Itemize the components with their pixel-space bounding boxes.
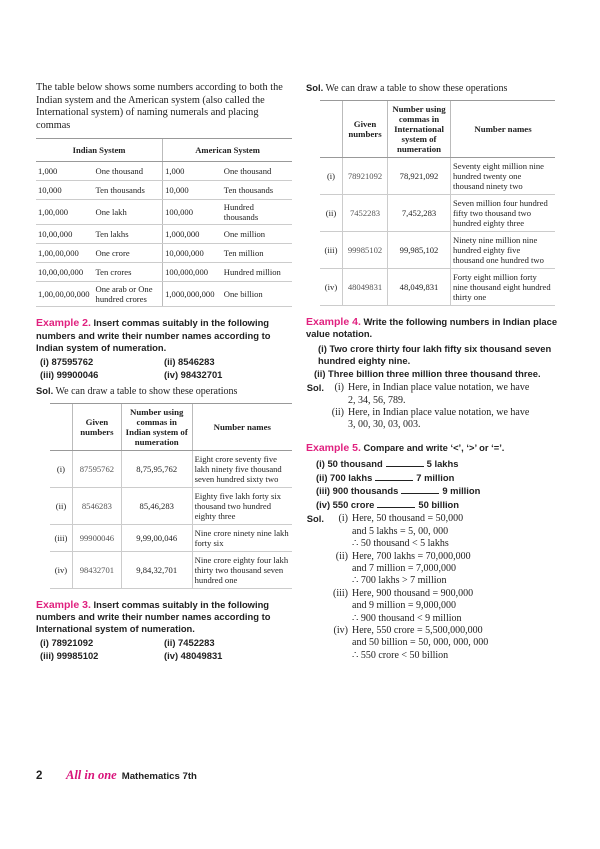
table-row (50, 551, 292, 588)
systems-cell: 10,000,000 (163, 244, 222, 263)
indent-spacer (306, 563, 328, 575)
step-text: and 7 million = 7,000,000 (352, 563, 456, 575)
left-column (36, 82, 292, 662)
step-number: (i) (338, 513, 348, 525)
indent-spacer (306, 588, 328, 600)
step-number: (i) (334, 382, 344, 394)
systems-row (36, 200, 292, 225)
systems-cell: 1,000,000,000 (163, 282, 222, 307)
step-text: Here, in Indian place value notation, we have (348, 407, 530, 418)
option-item: (iv) 98432701 (164, 368, 223, 380)
solution-line (306, 538, 568, 550)
compare-item (306, 484, 568, 498)
number-names-header: Number names (451, 100, 556, 157)
step-text: 3, 00, 30, 03, 003. (348, 419, 421, 431)
table-cell: 98432701 (72, 551, 121, 588)
systems-row (36, 181, 292, 200)
example-4-tag: Example 4. (306, 315, 361, 328)
example-5-items (306, 457, 568, 511)
systems-cell: 10,000 (163, 181, 222, 200)
blank-header (320, 100, 343, 157)
compare-left: (i) 50 thousand (316, 458, 383, 470)
example-4-items (306, 343, 568, 381)
step-text: and 5 lakhs = 5, 00, 000 (352, 525, 449, 537)
table-cell: 48,049,831 (388, 268, 451, 305)
solution-line (306, 526, 568, 538)
table-cell: Seven million four hundred fifty two thousand two hundred eighty three (451, 194, 556, 231)
option-item: (i) 78921092 (40, 637, 94, 649)
systems-cell: Ten lakhs (94, 225, 163, 244)
series-logo: All in one (66, 768, 117, 782)
sol-label: Sol. (306, 382, 324, 394)
example-2-prompt (36, 317, 292, 353)
option-row (36, 637, 292, 650)
compare-item (306, 498, 568, 512)
example-4-item: (i) Two crore thirty four lakh fifty six thousand seven hundred eighty nine. (318, 342, 552, 367)
indent-spacer (306, 613, 328, 625)
number-systems-table (36, 138, 292, 307)
step-number: (iii) (333, 587, 348, 599)
systems-cell: One billion (222, 282, 292, 307)
indian-system-header: Indian System (36, 139, 163, 162)
systems-cell: 10,00,00,000 (36, 263, 94, 282)
table-cell: 48049831 (343, 268, 388, 305)
systems-cell: One lakh (94, 200, 163, 225)
systems-cell: One crore (94, 244, 163, 263)
example-5-tag: Example 5. (306, 441, 361, 454)
table-cell: 7452283 (343, 194, 388, 231)
step-number (328, 650, 352, 662)
table-cell: (ii) (50, 487, 72, 524)
systems-cell: Hundred million (222, 263, 292, 282)
given-numbers-header: Given numbers (72, 403, 121, 450)
example-3-table (320, 100, 555, 306)
solution-line (306, 551, 568, 563)
table-cell: (ii) (320, 194, 343, 231)
step-text: 2, 34, 56, 789. (348, 394, 406, 406)
compare-right: 5 lakhs (426, 458, 459, 470)
sol-label: Sol. (306, 82, 324, 93)
table-row (320, 194, 555, 231)
indent-spacer (306, 538, 328, 550)
table-cell: (i) (320, 157, 343, 194)
solution-line (306, 637, 568, 649)
step-number (328, 613, 352, 625)
answer-blank (401, 484, 439, 494)
solution-line (306, 650, 568, 662)
commas-header: Number using commas in International system of numeration (388, 100, 451, 157)
table-row (320, 231, 555, 268)
systems-cell: One thousand (94, 162, 163, 181)
solution-line (306, 613, 568, 625)
solution-line (306, 600, 568, 612)
systems-cell: Ten thousands (94, 181, 163, 200)
step-number (328, 395, 348, 407)
compare-left: (ii) 700 lakhs (316, 471, 373, 483)
step-text: ∴ 550 crore < 50 billion (352, 649, 449, 661)
solution-line (306, 625, 568, 637)
systems-cell: 100,000 (163, 200, 222, 225)
step-text: Here, 50 thousand = 50,000 (352, 513, 464, 525)
step-number: (iv) (333, 625, 348, 637)
example-4-prompt (306, 316, 568, 340)
solution-line (306, 588, 568, 600)
option-item: (iii) 99900046 (40, 368, 99, 380)
example-3-text: Insert commas suitably in the following numbers and write their number names according to International system of numeration. (36, 598, 271, 634)
systems-cell: 100,000,000 (163, 263, 222, 282)
example-5-prompt (306, 442, 568, 455)
table-cell: 99985102 (343, 231, 388, 268)
table-row (320, 268, 555, 305)
step-number: (ii) (331, 407, 344, 418)
option-row (36, 650, 292, 663)
example-2-tag: Example 2. (36, 317, 91, 330)
solution-line (306, 382, 568, 394)
compare-item (306, 471, 568, 485)
step-number (328, 575, 352, 587)
answer-blank (377, 498, 415, 508)
example-2-solution-intro (36, 385, 292, 399)
indent-spacer (306, 419, 328, 431)
number-names-header: Number names (192, 403, 292, 450)
american-system-header: American System (163, 139, 292, 162)
page-footer (36, 768, 197, 783)
table-cell: 7,452,283 (388, 194, 451, 231)
solution-line (306, 419, 568, 431)
option-item: (ii) 8546283 (164, 356, 215, 368)
systems-cell: 1,000 (163, 162, 222, 181)
example-2-options (36, 356, 292, 381)
solution-line (306, 563, 568, 575)
solution-line (306, 407, 568, 419)
compare-left: (iii) 900 thousands (316, 485, 399, 497)
step-number (328, 526, 352, 538)
indent-spacer (306, 551, 328, 563)
table-cell: 8,75,95,762 (121, 450, 192, 487)
table-cell: Eight crore seventy five lakh ninety five thousand seven hundred sixty two (192, 450, 292, 487)
table-cell: Nine crore ninety nine lakh forty six (192, 524, 292, 551)
step-text: Here, 900 thousand = 900,000 (352, 587, 474, 599)
compare-right: 7 million (416, 471, 455, 483)
option-item: (iv) 48049831 (164, 649, 223, 661)
step-number (328, 600, 352, 612)
compare-right: 50 billion (418, 498, 460, 510)
sol-text: We can draw a table to show these operations (325, 83, 508, 94)
intro-paragraph: The table below shows some numbers according to both the Indian system and the American system (also called the International system) of naming numerals and placing commas (36, 82, 283, 131)
systems-cell: 1,00,00,00,000 (36, 282, 94, 307)
table-cell: Forty eight million forty nine thousand eight hundred thirty one (451, 268, 556, 305)
step-text: ∴ 50 thousand < 5 lakhs (352, 538, 449, 550)
table-cell: 9,84,32,701 (121, 551, 192, 588)
step-number: (ii) (335, 550, 348, 562)
indent-spacer (306, 526, 328, 538)
table-cell: (iii) (320, 231, 343, 268)
step-text: and 50 billion = 50, 000, 000, 000 (352, 637, 489, 649)
answer-blank (375, 471, 413, 481)
table-cell: Eighty five lakh forty six thousand two hundred eighty three (192, 487, 292, 524)
example-4-text: Write the following numbers in Indian place value notation. (306, 315, 558, 340)
systems-cell: 1,000,000 (163, 225, 222, 244)
right-column (306, 82, 568, 662)
commas-header: Number using commas in Indian system of numeration (121, 403, 192, 450)
table-cell: (i) (50, 450, 72, 487)
systems-cell: 1,00,000 (36, 200, 94, 225)
step-number (328, 538, 352, 550)
example-3-solution-intro (306, 82, 568, 96)
systems-cell: One thousand (222, 162, 292, 181)
systems-cell: Ten million (222, 244, 292, 263)
sol-label: Sol. (36, 385, 54, 397)
indent-spacer (306, 407, 328, 419)
systems-row (36, 162, 292, 181)
compare-right: 9 million (442, 485, 481, 497)
systems-cell: One million (222, 225, 292, 244)
step-text: Here, in Indian place value notation, we have (348, 382, 530, 394)
table-cell: Seventy eight million nine hundred twenty one thousand ninety two (451, 157, 556, 194)
example-3-prompt (36, 599, 292, 635)
step-number (328, 637, 352, 649)
systems-cell: Hundred thousands (222, 200, 292, 225)
table-row (320, 157, 555, 194)
systems-cell: Ten thousands (222, 181, 292, 200)
indent-spacer (306, 625, 328, 637)
table-cell: 99,985,102 (388, 231, 451, 268)
example-3-tag: Example 3. (36, 598, 91, 611)
solution-line (306, 513, 568, 525)
example-2-text: Insert commas suitably in the following numbers and write their number names according to Indian system of numeration. (36, 317, 271, 353)
page-number: 2 (36, 770, 43, 782)
example-2-table (50, 403, 292, 589)
blank-header (50, 403, 72, 450)
book-title: Mathematics 7th (121, 771, 197, 782)
systems-row (36, 263, 292, 282)
systems-row (36, 244, 292, 263)
answer-blank (386, 457, 424, 467)
systems-cell: One arab or One hundred crores (94, 282, 163, 307)
solution-line (306, 575, 568, 587)
solution-line (306, 395, 568, 407)
indent-spacer (306, 600, 328, 612)
step-text: ∴ 900 thousand < 9 million (352, 612, 462, 624)
example-5-solution (306, 513, 568, 662)
table-row (50, 487, 292, 524)
table-cell: 87595762 (72, 450, 121, 487)
systems-cell: 1,00,00,000 (36, 244, 94, 263)
table-cell: Nine crore eighty four lakh thirty two thousand seven hundred one (192, 551, 292, 588)
systems-cell: 1,000 (36, 162, 94, 181)
table-cell: 78,921,092 (388, 157, 451, 194)
table-row (50, 524, 292, 551)
step-text: and 9 million = 9,000,000 (352, 600, 456, 612)
table-cell: Ninety nine million nine hundred eighty five thousand one hundred two (451, 231, 556, 268)
table-cell: (iv) (320, 268, 343, 305)
indent-spacer (306, 637, 328, 649)
table-cell: 8546283 (72, 487, 121, 524)
example-4-item: (ii) Three billion three million three thousand three. (314, 367, 541, 379)
systems-row (36, 225, 292, 244)
systems-cell: Ten crores (94, 263, 163, 282)
indent-spacer (306, 395, 328, 407)
table-cell: (iii) (50, 524, 72, 551)
indent-spacer (306, 575, 328, 587)
option-item: (iii) 99985102 (40, 649, 99, 661)
step-text: Here, 700 lakhs = 70,000,000 (352, 550, 471, 562)
table-cell: 85,46,283 (121, 487, 192, 524)
table-cell: 99900046 (72, 524, 121, 551)
table-row (50, 450, 292, 487)
step-text: Here, 550 crore = 5,500,000,000 (352, 625, 483, 637)
option-row (36, 369, 292, 382)
table-cell: (iv) (50, 551, 72, 588)
compare-item (306, 457, 568, 471)
step-number (328, 563, 352, 575)
table-cell: 9,99,00,046 (121, 524, 192, 551)
indent-spacer (306, 650, 328, 662)
compare-left: (iv) 550 crore (316, 498, 375, 510)
sol-text: We can draw a table to show these operations (55, 386, 238, 398)
option-item: (i) 87595762 (40, 356, 94, 368)
systems-cell: 10,00,000 (36, 225, 94, 244)
systems-cell: 10,000 (36, 181, 94, 200)
option-item: (ii) 7452283 (164, 637, 215, 649)
table-cell: 78921092 (343, 157, 388, 194)
example-4-solution (306, 382, 568, 432)
step-text: ∴ 700 lakhs > 7 million (352, 575, 447, 587)
step-number (328, 419, 348, 431)
example-5-text: Compare and write ‘<’, ‘>’ or ‘=’. (363, 441, 505, 453)
systems-row (36, 282, 292, 307)
sol-label: Sol. (306, 513, 324, 525)
option-row (36, 356, 292, 369)
example-3-options (36, 637, 292, 662)
given-numbers-header: Given numbers (343, 100, 388, 157)
